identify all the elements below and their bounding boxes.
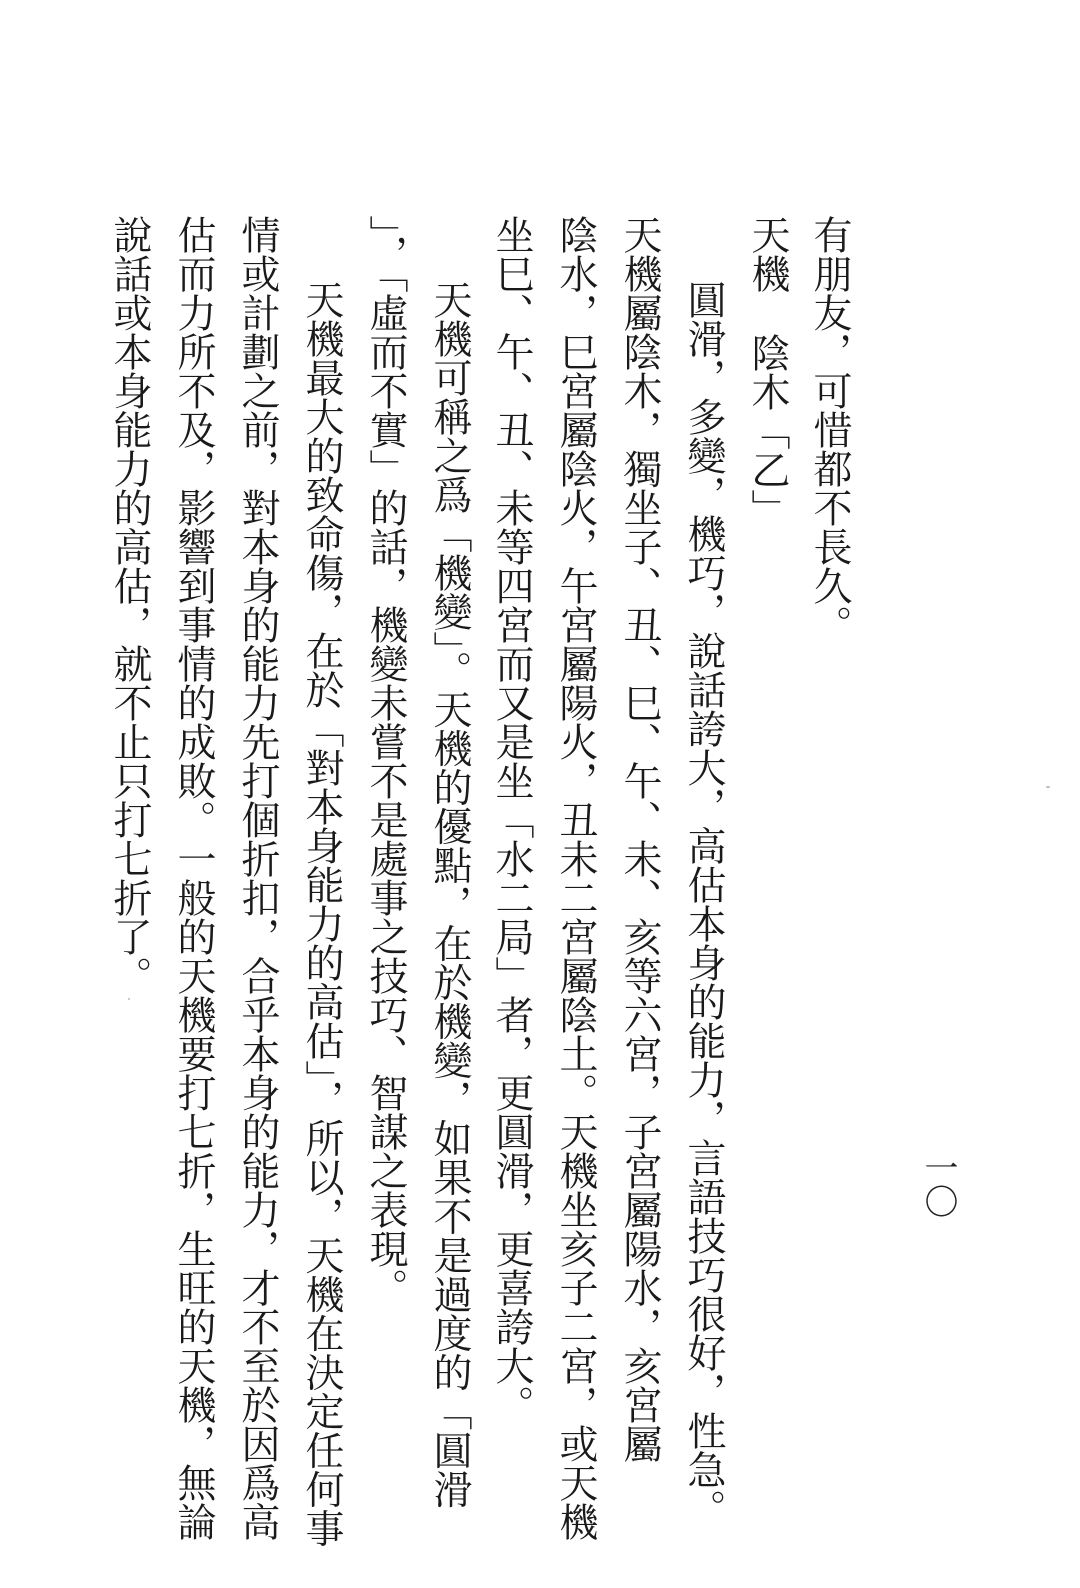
text-column-12: 說話或本身能力的高估，就不止只打七折了。 — [107, 215, 152, 995]
text-column-1: 有朋友，可惜都不長久。 — [807, 215, 852, 644]
scan-speck — [128, 998, 130, 1000]
heading-element: 陰木「乙」 — [745, 333, 790, 528]
text-column-5: 陰水，巳宮屬陰火，午宮屬陽火，丑未二宮屬陰土。天機坐亥子二宮，或天機 — [553, 215, 598, 1541]
text-column-11: 估而力所不及，影響到事情的成敗。一般的天機要打七折，生旺的天機，無論 — [171, 215, 216, 1541]
text-column-7: 天機可稱之爲「機變」。天機的優點，在於機變，如果不是過度的「圓滑 — [427, 280, 472, 1509]
section-heading — [738, 215, 796, 528]
text-column-3: 圓滑，多變，機巧，說話誇大，高估本身的能力，言語技巧很好，性急。 — [681, 280, 726, 1528]
text-column-6: 坐巳、午、丑、未等四宮而又是坐「水二局」者，更圓滑，更喜誇大。 — [489, 215, 534, 1424]
heading-star-name: 天機 — [745, 215, 790, 293]
text-column-4: 天機屬陰木，獨坐子、丑、巳、午、未、亥等六宮，子宮屬陽水，亥宮屬 — [617, 215, 662, 1463]
scan-speck — [1046, 786, 1050, 788]
text-column-8: 」，「虛而不實」的話，機變未嘗不是處事之技巧、智謀之表現。 — [363, 215, 408, 1307]
text-column-9: 天機最大的致命傷，在於「對本身能力的高估」，所以，天機在決定任何事 — [299, 280, 344, 1548]
page-number: 一〇 — [918, 1150, 958, 1218]
text-column-10: 情或計劃之前，對本身的能力先打個折扣，合乎本身的能力，才不至於因爲高 — [235, 215, 280, 1541]
